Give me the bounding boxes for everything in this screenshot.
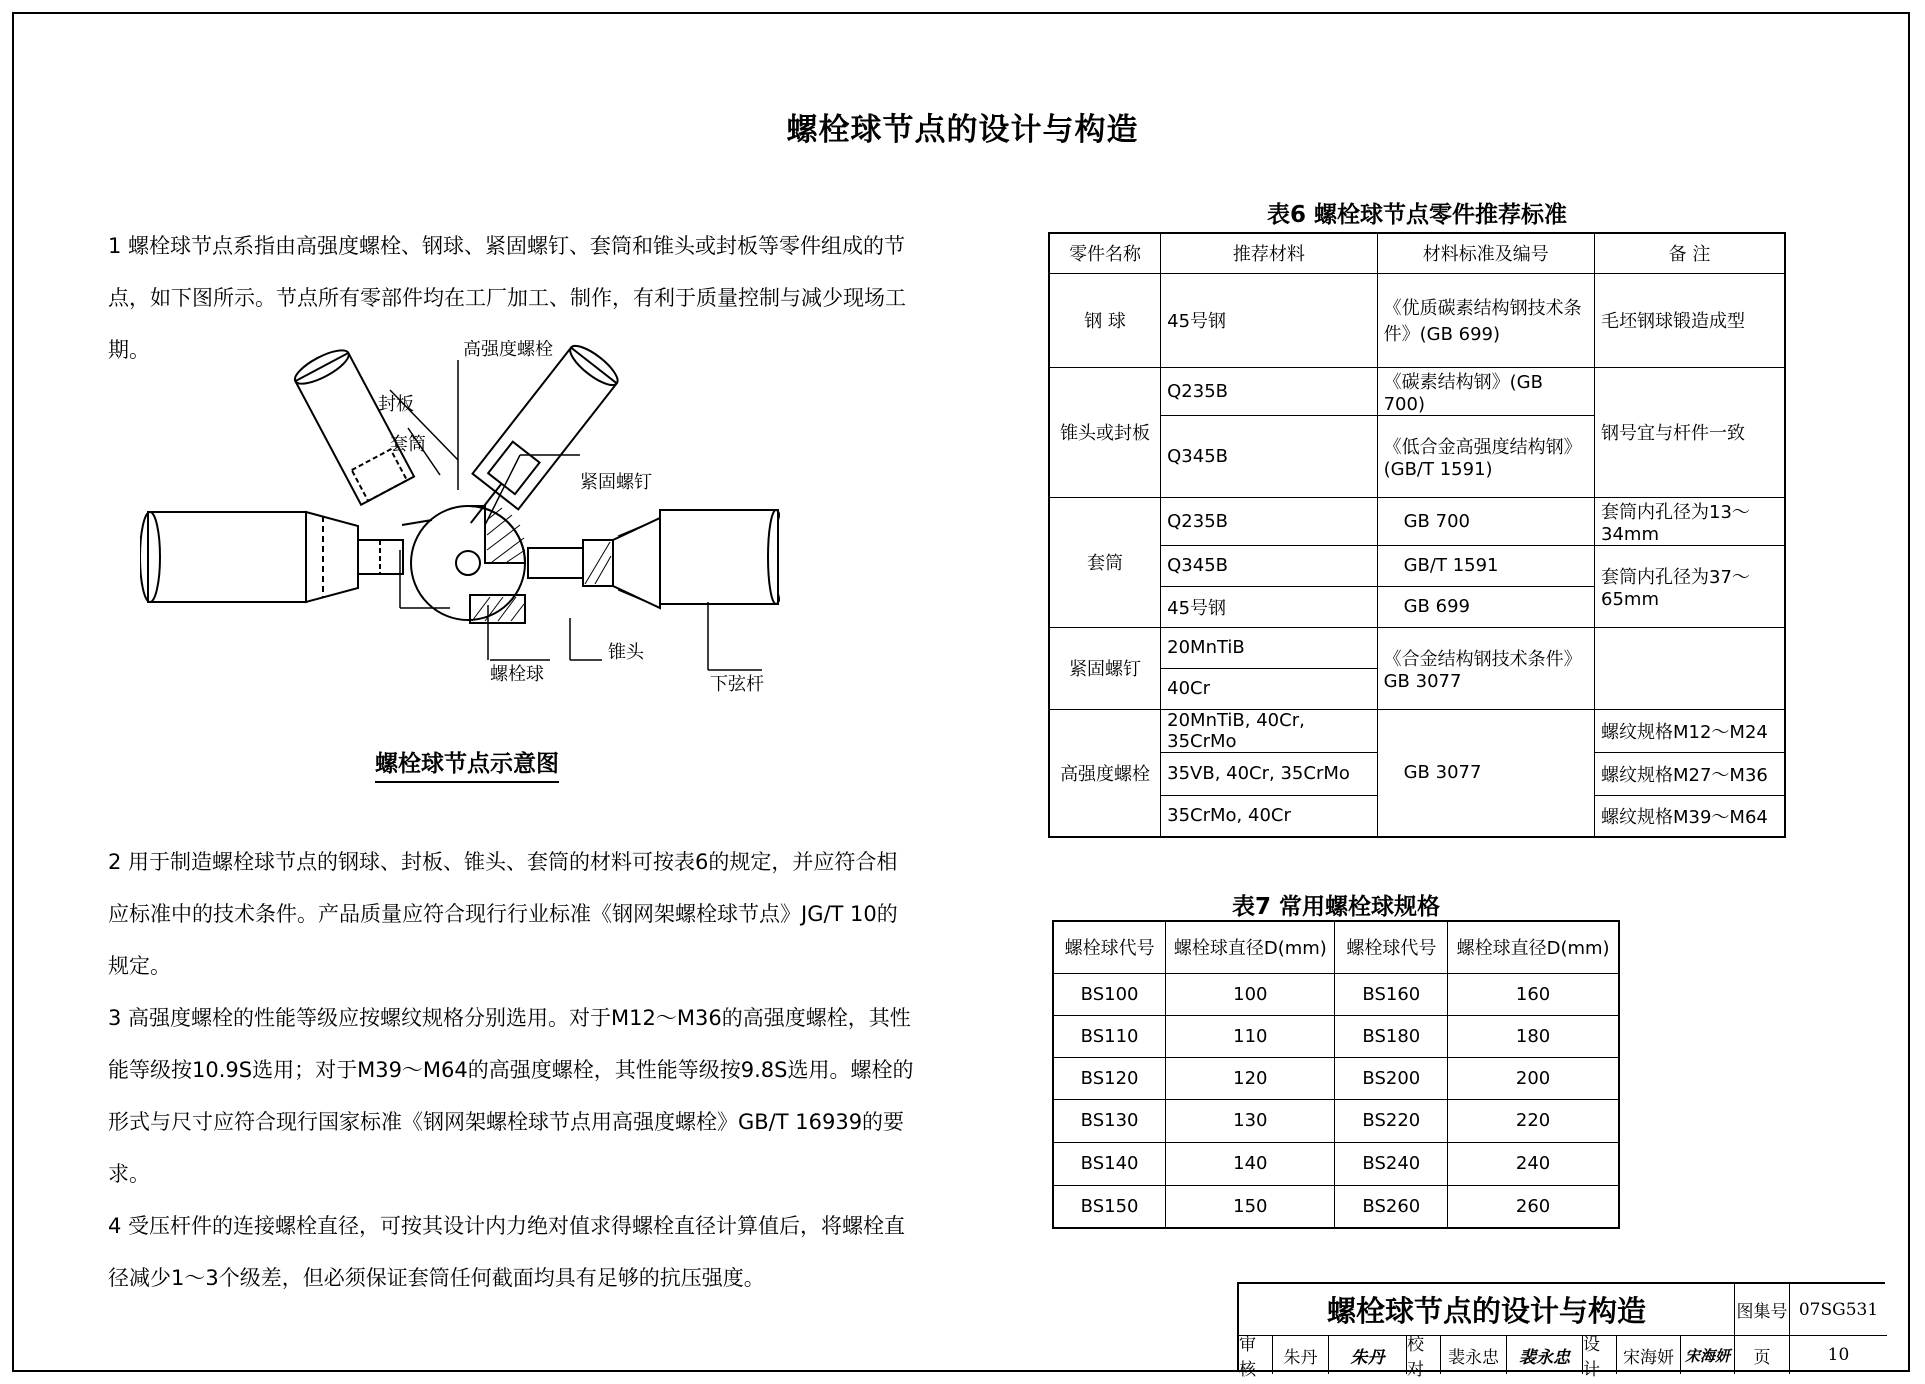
table-cell: 《合金结构钢技术条件》GB 3077	[1377, 627, 1594, 709]
table-cell: 《优质碳素结构钢技术条件》(GB 699)	[1377, 273, 1594, 367]
table-cell: 螺纹规格M39～M64	[1595, 795, 1786, 837]
label-chord: 下弦杆	[710, 674, 764, 695]
paragraph-2-text: 2 用于制造螺栓球节点的钢球、封板、锥头、套筒的材料可按表6的规定，并应符合相应标准中的技术条件。产品质量应符合现行行业标准《钢网架螺栓球节点》JG/T 10的规定。	[108, 850, 898, 978]
checker-signature: 裴永忠	[1507, 1336, 1583, 1374]
table-cell: 260	[1448, 1185, 1619, 1228]
bolt-ball-joint-diagram	[140, 340, 780, 710]
design-label: 设计	[1583, 1336, 1617, 1374]
table-cell: BS130	[1053, 1099, 1166, 1142]
table-cell: 套筒内孔径为37～65mm	[1595, 545, 1786, 627]
check-label: 校对	[1407, 1336, 1441, 1374]
table-cell: 200	[1448, 1057, 1619, 1099]
table-cell: 钢号宜与杆件一致	[1595, 367, 1786, 497]
table-cell: Q235B	[1161, 497, 1377, 545]
table-cell: 套筒内孔径为13～34mm	[1595, 497, 1786, 545]
label-plate: 封板	[378, 394, 414, 415]
table-row	[1053, 1015, 1619, 1057]
table6-header: 材料标准及编号	[1377, 233, 1594, 273]
page-number: 10	[1827, 1345, 1850, 1365]
table-row	[1053, 1099, 1619, 1142]
right-tube	[660, 510, 778, 604]
table-cell: GB/T 1591	[1377, 545, 1594, 586]
table-cell: 20MnTiB, 40Cr, 35CrMo	[1161, 709, 1377, 752]
label-ball: 螺栓球	[490, 664, 544, 685]
table-cell: 120	[1166, 1057, 1335, 1099]
table-cell: 110	[1166, 1015, 1335, 1057]
table-cell: 《低合金高强度结构钢》(GB/T 1591)	[1377, 415, 1594, 497]
table7-header: 螺栓球代号	[1053, 921, 1166, 973]
table-cell: 40Cr	[1161, 668, 1377, 709]
table6-header: 备 注	[1595, 233, 1786, 273]
table-cell: BS180	[1335, 1015, 1448, 1057]
table7	[1052, 920, 1620, 1229]
table-cell: BS160	[1335, 973, 1448, 1015]
table7-header: 螺栓球直径D(mm)	[1166, 921, 1335, 973]
table-cell: BS100	[1053, 973, 1166, 1015]
table-cell: 140	[1166, 1142, 1335, 1185]
table-cell: GB 699	[1377, 586, 1594, 627]
table-row	[1053, 973, 1619, 1015]
table6-header-row	[1049, 233, 1785, 273]
table-cell: Q345B	[1161, 415, 1377, 497]
paragraph-3-text: 3 高强度螺栓的性能等级应按螺纹规格分别选用。对于M12～M36的高强度螺栓，其性能等级按10.9S选用；对于M39～M64的高强度螺栓，其性能等级按9.8S选用。螺栓的形式与尺寸应符合现行国家标准《钢网架螺栓球节点用高强度螺栓》GB/T 16939的要求。	[108, 1006, 914, 1186]
table-cell: 《碳素结构钢》(GB 700)	[1377, 367, 1594, 415]
label-sleeve: 套筒	[390, 434, 426, 455]
table-cell: 螺纹规格M12～M24	[1595, 709, 1786, 752]
table-cell: BS140	[1053, 1142, 1166, 1185]
table-cell: 35VB, 40Cr, 35CrMo	[1161, 752, 1377, 795]
reviewer-name: 朱丹	[1273, 1336, 1329, 1374]
table-cell: BS220	[1335, 1099, 1448, 1142]
table-row	[1053, 1057, 1619, 1099]
table-cell: 160	[1448, 973, 1619, 1015]
table-cell: 35CrMo, 40Cr	[1161, 795, 1377, 837]
table-row	[1049, 627, 1785, 668]
review-label: 审核	[1239, 1336, 1273, 1374]
page-title: 螺栓球节点的设计与构造	[786, 112, 1139, 148]
paragraphs-2-4	[108, 836, 918, 1304]
diagram-caption: 螺栓球节点示意图	[375, 745, 559, 783]
right-sleeve	[528, 548, 583, 578]
title-block-title: 螺栓球节点的设计与构造	[1239, 1284, 1735, 1336]
right-cone	[613, 518, 660, 608]
label-screw: 紧固螺钉	[580, 472, 652, 493]
paragraph-1-text: 1 螺栓球节点系指由高强度螺栓、钢球、紧固螺钉、套筒和锥头或封板等零件组成的节点，如下图所示。节点所有零部件均在工厂加工、制作，有利于质量控制与减少现场工期。	[108, 234, 906, 362]
table-cell: BS260	[1335, 1185, 1448, 1228]
table-row	[1049, 709, 1785, 752]
table-cell: 180	[1448, 1015, 1619, 1057]
table7-header: 螺栓球代号	[1335, 921, 1448, 973]
table-cell: 240	[1448, 1142, 1619, 1185]
table6-caption: 表6 螺栓球节点零件推荐标准	[1266, 202, 1567, 228]
table-cell: GB 3077	[1377, 709, 1594, 837]
page-label: 页	[1735, 1336, 1790, 1374]
table-cell: BS110	[1053, 1015, 1166, 1057]
atlas-number: 07SG531	[1790, 1284, 1887, 1336]
paragraph-4-text: 4 受压杆件的连接螺栓直径，可按其设计内力绝对值求得螺栓直径计算值后，将螺栓直径减少1～3个级差，但必须保证套筒任何截面均具有足够的抗压强度。	[108, 1214, 906, 1290]
table-row	[1053, 1185, 1619, 1228]
table-cell: BS120	[1053, 1057, 1166, 1099]
table-cell: 套筒	[1049, 497, 1161, 627]
table-cell: BS240	[1335, 1142, 1448, 1185]
table-cell: 毛坯钢球锻造成型	[1595, 273, 1786, 367]
table-cell: 45号钢	[1161, 273, 1377, 367]
table-cell: Q345B	[1161, 545, 1377, 586]
table6-header: 零件名称	[1049, 233, 1161, 273]
table-row	[1049, 497, 1785, 545]
table-cell: 20MnTiB	[1161, 627, 1377, 668]
label-cone: 锥头	[608, 642, 644, 663]
designer-signature: 宋海妍	[1681, 1336, 1735, 1374]
atlas-label: 图集号	[1735, 1284, 1790, 1336]
table-cell: 45号钢	[1161, 586, 1377, 627]
table-cell: GB 700	[1377, 497, 1594, 545]
table6	[1048, 232, 1786, 838]
table-cell: BS150	[1053, 1185, 1166, 1228]
table-cell	[1595, 627, 1786, 709]
table-cell: 100	[1166, 973, 1335, 1015]
left-diagonal-tube	[291, 344, 414, 505]
table-row	[1049, 367, 1785, 415]
table7-caption: 表7 常用螺栓球规格	[1231, 894, 1440, 920]
table-cell: BS200	[1335, 1057, 1448, 1099]
table-cell: 220	[1448, 1099, 1619, 1142]
table-cell: 130	[1166, 1099, 1335, 1142]
table-cell: 锥头或封板	[1049, 367, 1161, 497]
checker-name: 裴永忠	[1441, 1336, 1507, 1374]
table7-header: 螺栓球直径D(mm)	[1448, 921, 1619, 973]
table-cell: Q235B	[1161, 367, 1377, 415]
table7-header-row	[1053, 921, 1619, 973]
table-row	[1049, 273, 1785, 367]
left-cone	[306, 512, 358, 602]
label-bolt: 高强度螺栓	[463, 340, 553, 360]
reviewer-signature: 朱丹	[1329, 1336, 1407, 1374]
table6-header: 推荐材料	[1161, 233, 1377, 273]
right-diagonal-tube	[448, 340, 623, 541]
table-cell: 螺纹规格M27～M36	[1595, 752, 1786, 795]
table-cell: 150	[1166, 1185, 1335, 1228]
designer-name: 宋海妍	[1617, 1336, 1681, 1374]
left-tube	[148, 512, 306, 602]
table-cell: 钢 球	[1049, 273, 1161, 367]
title-block	[1237, 1282, 1885, 1380]
table-cell: 紧固螺钉	[1049, 627, 1161, 709]
table-row	[1053, 1142, 1619, 1185]
table-cell: 高强度螺栓	[1049, 709, 1161, 837]
